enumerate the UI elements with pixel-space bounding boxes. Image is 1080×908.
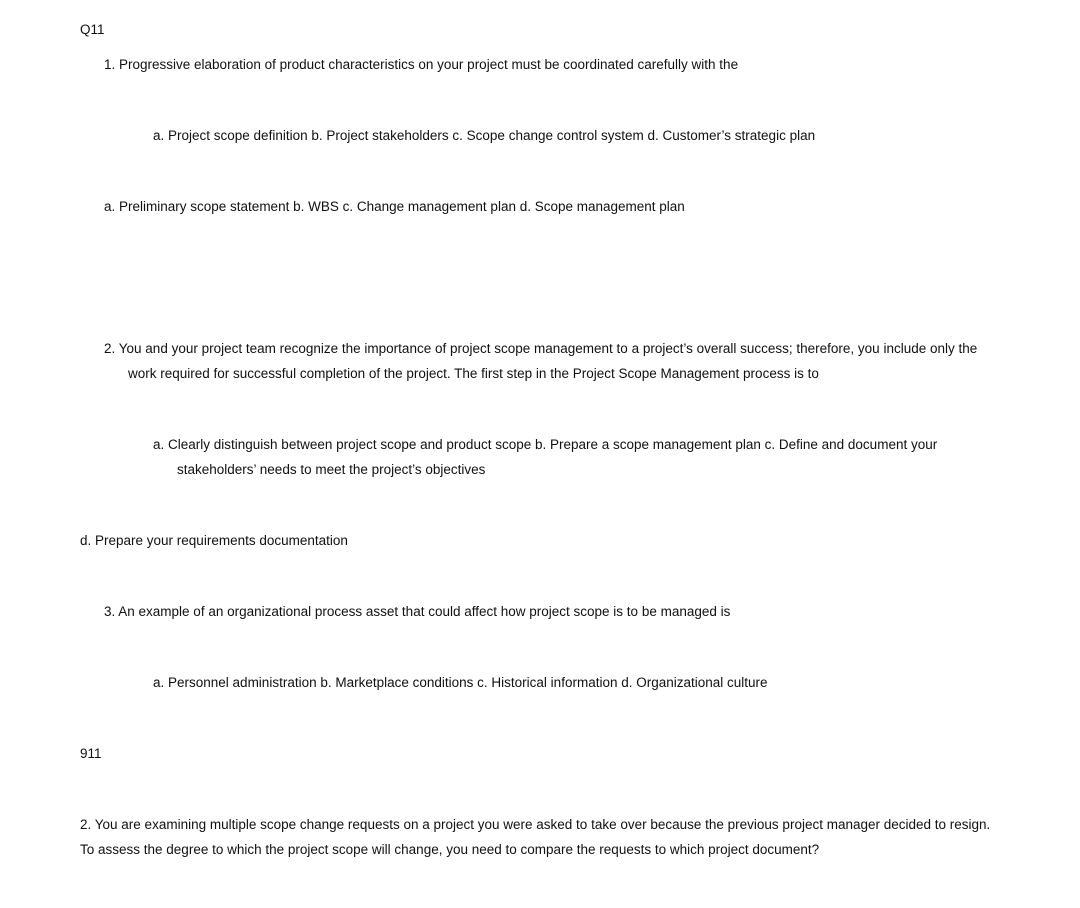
section-label-q11: Q11 [80,22,105,37]
final-question-line-2: To assess the degree to which the project scope will change, you need to compare the requests to which project document? [80,842,820,857]
question-1-options: a. Project scope definition b. Project stakeholders c. Scope change control system d. Customer’s strategic plan [153,128,816,143]
question-2-line-2: work required for successful completion of the project. The first step in the Project Scope Management process is to [128,366,819,381]
question-3: 3. An example of an organizational process asset that could affect how project scope is to be managed is [104,604,731,619]
section-label-911: 911 [80,746,102,761]
question-2-options [153,432,937,482]
question-2 [104,336,977,386]
question-1: 1. Progressive elaboration of product characteristics on your project must be coordinated carefully with the [104,57,739,72]
final-question [80,812,990,862]
question-2-options-line-2: stakeholders’ needs to meet the project’s objectives [177,462,486,477]
final-question-line-1: 2. You are examining multiple scope change requests on a project you were asked to take over because the previous project manager decided to resign. [80,817,991,832]
question-2-line-1: 2. You and your project team recognize the importance of project scope management to a project’s overall success; therefore, you include only the [104,341,978,356]
question-2-options-line-1: a. Clearly distinguish between project scope and product scope b. Prepare a scope management plan c. Define and document your [153,437,938,452]
question-2-option-d: d. Prepare your requirements documentation [80,533,348,548]
question-3-options: a. Personnel administration b. Marketplace conditions c. Historical information d. Organizational culture [153,675,768,690]
extra-options: a. Preliminary scope statement b. WBS c. Change management plan d. Scope management plan [104,199,685,214]
